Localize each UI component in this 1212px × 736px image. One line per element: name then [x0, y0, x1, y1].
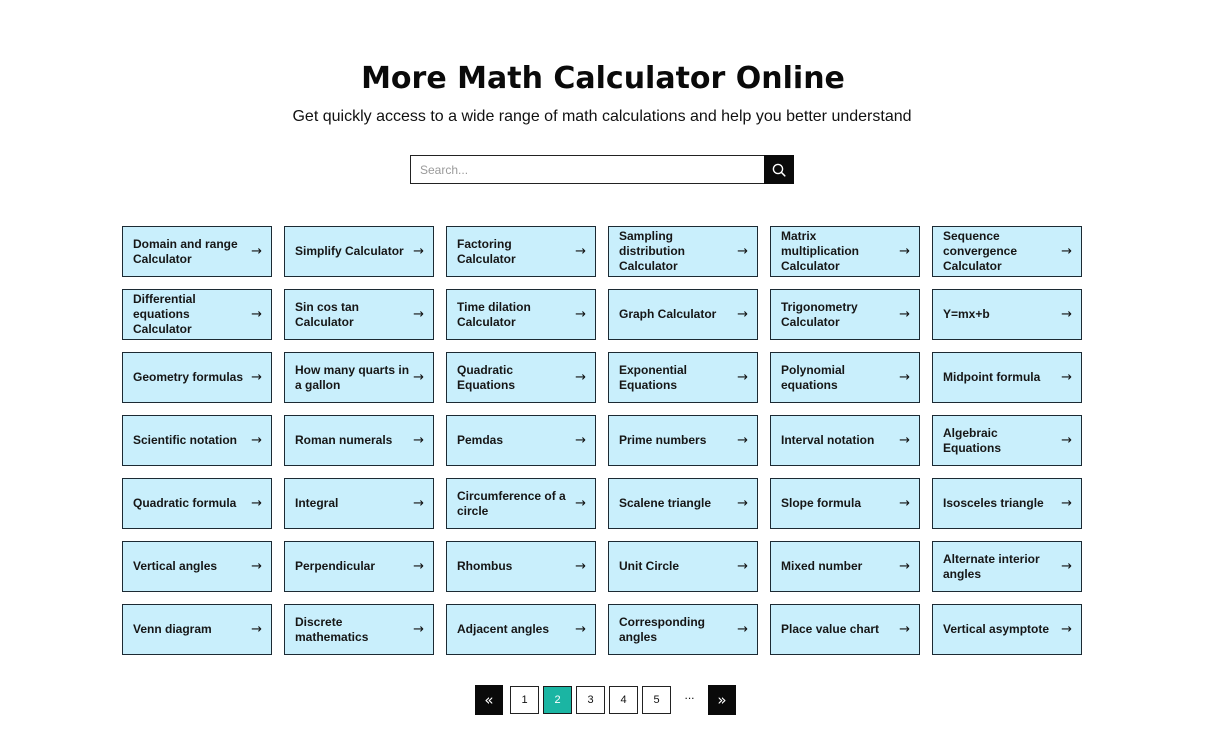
arrow-right-icon: →	[1061, 559, 1072, 574]
calculator-card[interactable]	[932, 541, 1082, 592]
arrow-right-icon: →	[413, 496, 424, 511]
arrow-right-icon: →	[899, 559, 910, 574]
calculator-grid	[122, 226, 1082, 655]
arrow-right-icon: →	[737, 307, 748, 322]
calculator-card-label: Mixed number	[781, 559, 863, 573]
calculator-card[interactable]	[446, 226, 596, 277]
arrow-right-icon: →	[1061, 433, 1072, 448]
pagination	[475, 685, 736, 715]
calculator-card-label: Alternate interior angles	[943, 551, 1040, 581]
calculator-card-label: Integral	[295, 496, 339, 510]
calculator-card[interactable]	[770, 352, 920, 403]
calculator-card[interactable]	[770, 604, 920, 655]
search-bar	[410, 155, 794, 184]
calculator-card-label: Circumference of a circle	[457, 488, 566, 518]
calculator-card[interactable]	[446, 352, 596, 403]
page-subtitle: Get quickly access to a wide range of math calculations and help you better understand	[292, 108, 912, 125]
calculator-card[interactable]	[122, 478, 272, 529]
last-page-button[interactable]	[708, 685, 736, 715]
calculator-card-label: Geometry formulas	[133, 370, 244, 384]
calculator-card[interactable]	[608, 604, 758, 655]
arrow-right-icon: →	[737, 559, 748, 574]
calculator-card-label: Slope formula	[781, 496, 862, 510]
calculator-card-label: Unit Circle	[619, 559, 680, 573]
calculator-card-label: Sampling distribution Calculator	[619, 229, 685, 273]
calculator-card-label: Graph Calculator	[619, 307, 717, 321]
calculator-card-label: Rhombus	[457, 559, 513, 573]
arrow-right-icon: →	[899, 433, 910, 448]
calculator-card[interactable]	[122, 226, 272, 277]
calculator-card-label: Exponential Equations	[619, 362, 688, 392]
calculator-card[interactable]	[608, 478, 758, 529]
page-title: More Math Calculator Online	[361, 61, 845, 96]
calculator-card-label: Differential equations Calculator	[133, 292, 196, 336]
calculator-card[interactable]	[932, 415, 1082, 466]
arrow-right-icon: →	[251, 496, 262, 511]
calculator-card-label: Sequence convergence Calculator	[943, 229, 1018, 273]
calculator-card-label: Pemdas	[457, 433, 504, 447]
calculator-card[interactable]	[608, 352, 758, 403]
arrow-right-icon: →	[575, 244, 586, 259]
calculator-card-label: Trigonometry Calculator	[781, 299, 858, 329]
search-icon	[772, 163, 786, 177]
arrow-right-icon: →	[251, 433, 262, 448]
arrow-right-icon: →	[251, 307, 262, 322]
page-number-button[interactable]: 1	[510, 686, 539, 714]
arrow-right-icon: →	[899, 496, 910, 511]
calculator-card-label: Domain and range Calculator	[133, 236, 238, 266]
page-number-list	[506, 686, 671, 714]
page-number-button[interactable]: 2	[543, 686, 572, 714]
arrow-right-icon: →	[899, 244, 910, 259]
calculator-card[interactable]	[608, 226, 758, 277]
arrow-right-icon: →	[737, 433, 748, 448]
calculator-card[interactable]	[284, 478, 434, 529]
arrow-right-icon: →	[413, 433, 424, 448]
calculator-card-label: How many quarts in a gallon	[295, 362, 410, 392]
arrow-right-icon: →	[899, 307, 910, 322]
calculator-card-label: Place value chart	[781, 622, 880, 636]
calculator-card-label: Perpendicular	[295, 559, 376, 573]
arrow-right-icon: →	[575, 370, 586, 385]
calculator-card-label: Interval notation	[781, 433, 875, 447]
calculator-card-label: Midpoint formula	[943, 370, 1041, 384]
arrow-right-icon: →	[737, 244, 748, 259]
calculator-card[interactable]	[932, 478, 1082, 529]
calculator-card[interactable]	[122, 604, 272, 655]
calculator-card-label: Factoring Calculator	[457, 236, 516, 266]
calculator-card[interactable]	[122, 541, 272, 592]
arrow-right-icon: →	[575, 559, 586, 574]
double-chevron-right-icon: »	[717, 691, 727, 709]
calculator-card-label: Prime numbers	[619, 433, 707, 447]
arrow-right-icon: →	[1061, 244, 1072, 259]
calculator-card[interactable]	[122, 289, 272, 340]
calculator-card[interactable]	[284, 226, 434, 277]
calculator-card-label: Venn diagram	[133, 622, 212, 636]
calculator-card-label: Polynomial equations	[781, 362, 846, 392]
page-number-button[interactable]: 4	[609, 686, 638, 714]
calculator-card[interactable]	[122, 415, 272, 466]
calculator-card-label: Vertical asymptote	[943, 622, 1050, 636]
calculator-card[interactable]	[932, 289, 1082, 340]
arrow-right-icon: →	[251, 622, 262, 637]
calculator-card[interactable]	[446, 415, 596, 466]
calculator-card[interactable]	[932, 226, 1082, 277]
calculator-card[interactable]	[770, 415, 920, 466]
calculator-card-label: Adjacent angles	[457, 622, 550, 636]
calculator-card[interactable]	[608, 541, 758, 592]
arrow-right-icon: →	[1061, 622, 1072, 637]
pagination-ellipsis: ...	[684, 688, 695, 702]
calculator-card[interactable]	[284, 541, 434, 592]
arrow-right-icon: →	[413, 559, 424, 574]
arrow-right-icon: →	[251, 559, 262, 574]
arrow-right-icon: →	[413, 622, 424, 637]
calculator-card[interactable]	[770, 226, 920, 277]
arrow-right-icon: →	[413, 370, 424, 385]
calculator-card-label: Vertical angles	[133, 559, 218, 573]
calculator-card[interactable]	[932, 352, 1082, 403]
calculator-card-label: Isosceles triangle	[943, 496, 1044, 510]
page-number-button[interactable]: 5	[642, 686, 671, 714]
arrow-right-icon: →	[413, 244, 424, 259]
arrow-right-icon: →	[737, 370, 748, 385]
first-page-button[interactable]	[475, 685, 503, 715]
calculator-card[interactable]	[932, 604, 1082, 655]
arrow-right-icon: →	[575, 433, 586, 448]
calculator-card-label: Matrix multiplication Calculator	[781, 229, 859, 273]
arrow-right-icon: →	[575, 496, 586, 511]
arrow-right-icon: →	[899, 370, 910, 385]
calculator-card[interactable]	[446, 604, 596, 655]
arrow-right-icon: →	[575, 307, 586, 322]
calculator-card[interactable]	[284, 289, 434, 340]
calculator-card[interactable]	[770, 478, 920, 529]
calculator-card[interactable]	[284, 415, 434, 466]
calculator-card[interactable]	[284, 604, 434, 655]
calculator-card-label: Simplify Calculator	[295, 244, 404, 258]
calculator-card-label: Quadratic Equations	[457, 362, 516, 392]
calculator-card[interactable]	[122, 352, 272, 403]
arrow-right-icon: →	[1061, 370, 1072, 385]
calculator-card-label: Y=mx+b	[943, 307, 990, 321]
double-chevron-left-icon: «	[484, 691, 494, 709]
search-button[interactable]	[764, 155, 794, 184]
calculator-card-label: Scientific notation	[133, 433, 238, 447]
calculator-card-label: Algebraic Equations	[943, 425, 1002, 455]
calculator-card-label: Time dilation Calculator	[457, 299, 531, 329]
arrow-right-icon: →	[413, 307, 424, 322]
calculator-card-label: Sin cos tan Calculator	[295, 299, 360, 329]
arrow-right-icon: →	[737, 622, 748, 637]
arrow-right-icon: →	[1061, 307, 1072, 322]
arrow-right-icon: →	[737, 496, 748, 511]
calculator-card-label: Discrete mathematics	[295, 614, 369, 644]
calculator-card[interactable]	[770, 289, 920, 340]
search-input[interactable]	[410, 155, 764, 184]
calculator-card-label: Roman numerals	[295, 433, 393, 447]
page-number-button[interactable]: 3	[576, 686, 605, 714]
calculator-card[interactable]	[608, 415, 758, 466]
calculator-card[interactable]	[770, 541, 920, 592]
arrow-right-icon: →	[575, 622, 586, 637]
arrow-right-icon: →	[1061, 496, 1072, 511]
calculator-card[interactable]	[446, 478, 596, 529]
calculator-card-label: Scalene triangle	[619, 496, 712, 510]
calculator-card-label: Quadratic formula	[133, 496, 237, 510]
arrow-right-icon: →	[899, 622, 910, 637]
calculator-card[interactable]	[608, 289, 758, 340]
calculator-card[interactable]	[446, 289, 596, 340]
calculator-card[interactable]	[284, 352, 434, 403]
calculator-card-label: Corresponding angles	[619, 614, 705, 644]
calculator-card[interactable]	[446, 541, 596, 592]
arrow-right-icon: →	[251, 244, 262, 259]
arrow-right-icon: →	[251, 370, 262, 385]
